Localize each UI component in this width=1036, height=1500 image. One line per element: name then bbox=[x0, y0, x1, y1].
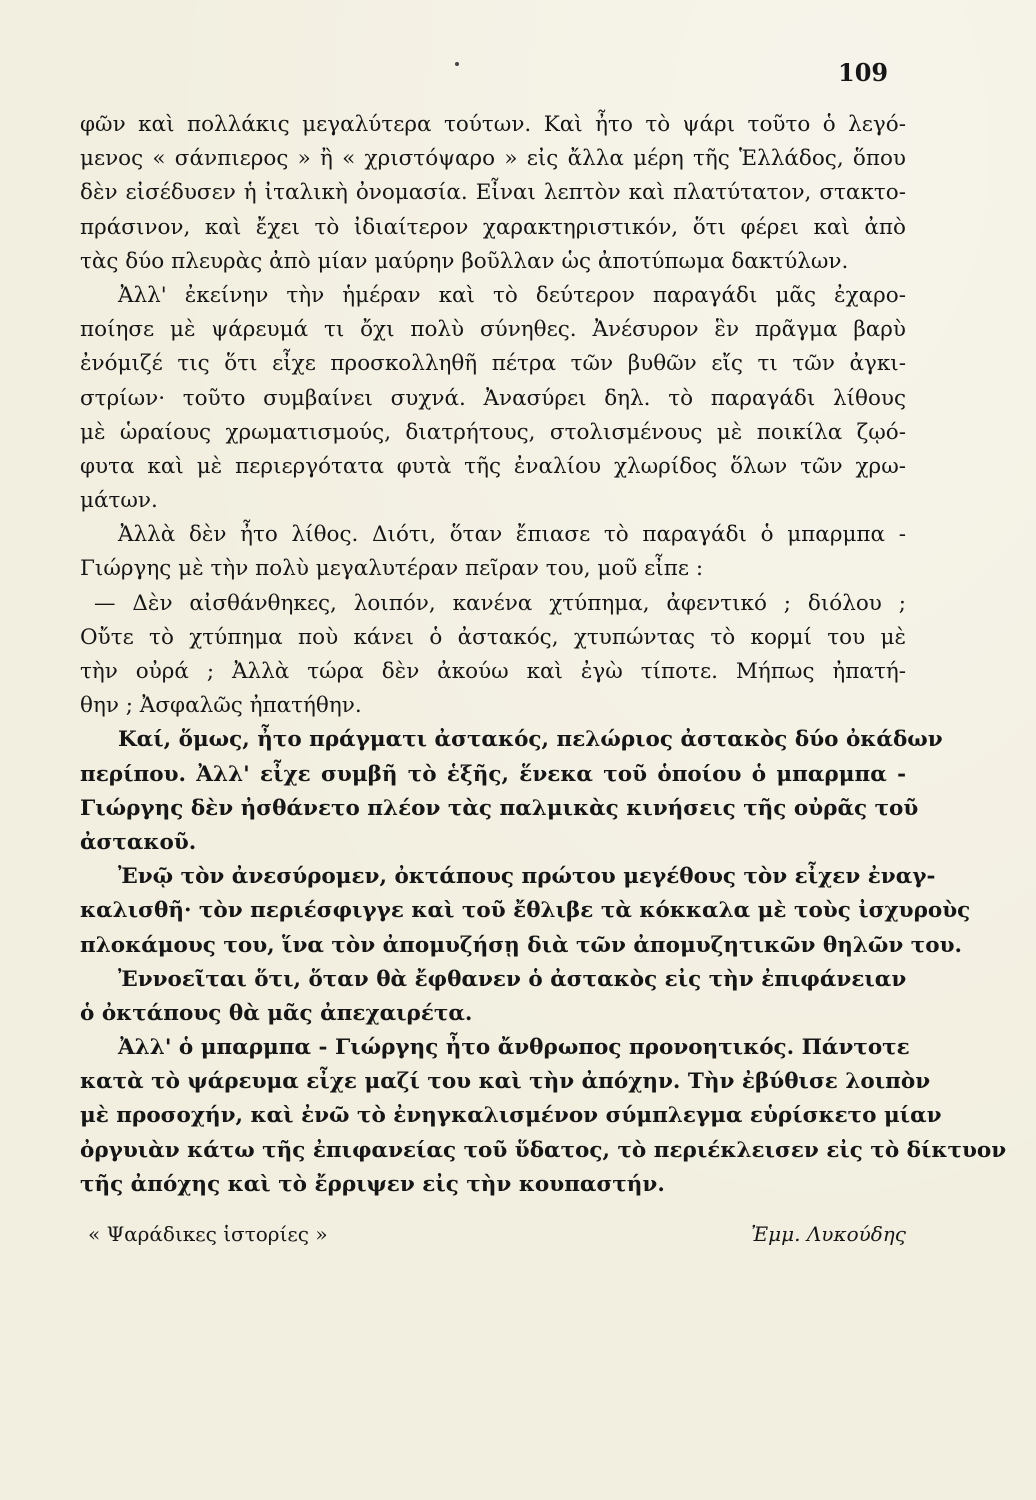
text-line: θην ; Ἀσφαλῶς ἠπατήθην. bbox=[80, 693, 362, 719]
attribution bbox=[80, 1222, 906, 1252]
text-line: φῶν καὶ πολλάκις μεγαλύτερα τούτων. Καὶ ἦτο τὸ ψάρι τοῦτο ὁ λεγό- bbox=[80, 112, 906, 137]
text-line: φυτα καὶ μὲ περιεργότατα φυτὰ τῆς ἐναλίου χλωρίδος ὅλων τῶν χρω- bbox=[80, 453, 906, 479]
text-line: — Δὲν αἰσθάνθηκες, λοιπόν, κανένα χτύπημα, ἀφεντικό ; διόλου ; bbox=[94, 590, 906, 616]
text-line: μάτων. bbox=[80, 488, 158, 514]
text-line: Ἐνῷ τὸν ἀνεσύρομεν, ὀκτάπους πρώτου μεγέθους τὸν εἶχεν ἐναγ- bbox=[118, 864, 936, 890]
text-line: δὲν εἰσέδυσεν ἡ ἰταλικὴ ὀνομασία. Εἶναι λεπτὸν καὶ πλατύτατον, στακτο- bbox=[80, 180, 906, 206]
text-line: Ἀλλ' ἐκείνην τὴν ἡμέραν καὶ τὸ δεύτερον παραγάδι μᾶς ἐχαρο- bbox=[118, 282, 906, 308]
text-line: ὀργυιὰν κάτω τῆς ἐπιφανείας τοῦ ὕδατος, τὸ περιέκλεισεν εἰς τὸ δίκτυον bbox=[80, 1137, 1007, 1163]
author-name: Ἐμμ. Λυκούδης bbox=[751, 1222, 906, 1246]
text-line: μὲ προσοχήν, καὶ ἐνῶ τὸ ἐνηγκαλισμένον σύμπλεγμα εὑρίσκετο μίαν bbox=[80, 1103, 942, 1129]
body-text bbox=[80, 108, 1007, 1202]
text-line: Γιώργης μὲ τὴν πολὺ μεγαλυτέραν πεῖραν του, μοῦ εἶπε : bbox=[80, 556, 704, 582]
text-line: μὲ ὡραίους χρωματισμούς, διατρήτους, στολισμένους μὲ ποικίλα ζῳό- bbox=[80, 419, 906, 445]
text-line: Γιώργης δὲν ἠσθάνετο πλέον τὰς παλμικὰς κινήσεις τῆς οὐρᾶς τοῦ bbox=[80, 795, 919, 821]
text-line: τὰς δύο πλευρὰς ἀπὸ μίαν μαύρην βοῦλλαν ὡς ἀποτύπωμα δακτύλων. bbox=[80, 248, 849, 274]
text-line: ποίησε μὲ ψάρευμά τι ὄχι πολὺ σύνηθες. Ἀνέσυρον ἓν πρᾶγμα βαρὺ bbox=[80, 317, 906, 343]
text-line: Οὔτε τὸ χτύπημα ποὺ κάνει ὁ ἀστακός, χτυπώντας τὸ κορμί του μὲ bbox=[80, 624, 906, 650]
text-line: τὴν οὐρά ; Ἀλλὰ τώρα δὲν ἀκούω καὶ ἐγὼ τίποτε. Μήπως ἠπατή- bbox=[80, 659, 906, 684]
text-line: Ἀλλὰ δὲν ἦτο λίθος. Διότι, ὅταν ἔπιασε τὸ παραγάδι ὁ μπαρμπα - bbox=[118, 522, 906, 548]
text-line: Ἐννοεῖται ὅτι, ὅταν θὰ ἔφθανεν ὁ ἀστακὸς εἰς τὴν ἐπιφάνειαν bbox=[118, 966, 907, 992]
text-line: περίπου. Ἀλλ' εἶχε συμβῆ τὸ ἑξῆς, ἕνεκα τοῦ ὁποίου ὁ μπαρμπα - bbox=[80, 761, 906, 787]
source-title: « Ψαράδικες ἱστορίες » bbox=[88, 1222, 328, 1246]
page-number: 109 bbox=[838, 58, 889, 87]
text-line: πράσινον, καὶ ἔχει τὸ ἰδιαίτερον χαρακτηριστικόν, ὅτι φέρει καὶ ἀπὸ bbox=[80, 214, 906, 240]
text-line: ἀστακοῦ. bbox=[80, 829, 197, 855]
text-line: ἐνόμιζέ τις ὅτι εἶχε προσκολληθῆ πέτρα τῶν βυθῶν εἴς τι τῶν ἀγκι- bbox=[80, 351, 906, 377]
text-line: Ἀλλ' ὁ μπαρμπα - Γιώργης ἦτο ἄνθρωπος προνοητικός. Πάντοτε bbox=[118, 1035, 910, 1061]
text-line: στρίων· τοῦτο συμβαίνει συχνά. Ἀνασύρει δηλ. τὸ παραγάδι λίθους bbox=[80, 385, 906, 411]
text-line: Καί, ὅμως, ἦτο πράγματι ἀστακός, πελώριος ἀστακὸς δύο ὀκάδων bbox=[118, 727, 943, 753]
text-line: πλοκάμους του, ἵνα τὸν ἀπομυζήσῃ διὰ τῶν ἀπομυζητικῶν θηλῶν του. bbox=[80, 932, 962, 958]
text-line: ὁ ὀκτάπους θὰ μᾶς ἀπεχαιρέτα. bbox=[80, 1000, 473, 1026]
text-line: μενος « σάνπιερος » ἢ « χριστόψαρο » εἰς ἄλλα μέρη τῆς Ἑλλάδος, ὅπου bbox=[80, 146, 906, 172]
print-mark bbox=[455, 62, 459, 66]
text-line: κατὰ τὸ ψάρευμα εἶχε μαζί του καὶ τὴν ἀπόχην. Τὴν ἐβύθισε λοιπὸν bbox=[80, 1069, 931, 1095]
text-line: τῆς ἀπόχης καὶ τὸ ἔρριψεν εἰς τὴν κουπαστήν. bbox=[80, 1171, 665, 1197]
text-line: καλισθῆ· τὸν περιέσφιγγε καὶ τοῦ ἔθλιβε τὰ κόκκαλα μὲ τοὺς ἰσχυροὺς bbox=[80, 898, 971, 924]
